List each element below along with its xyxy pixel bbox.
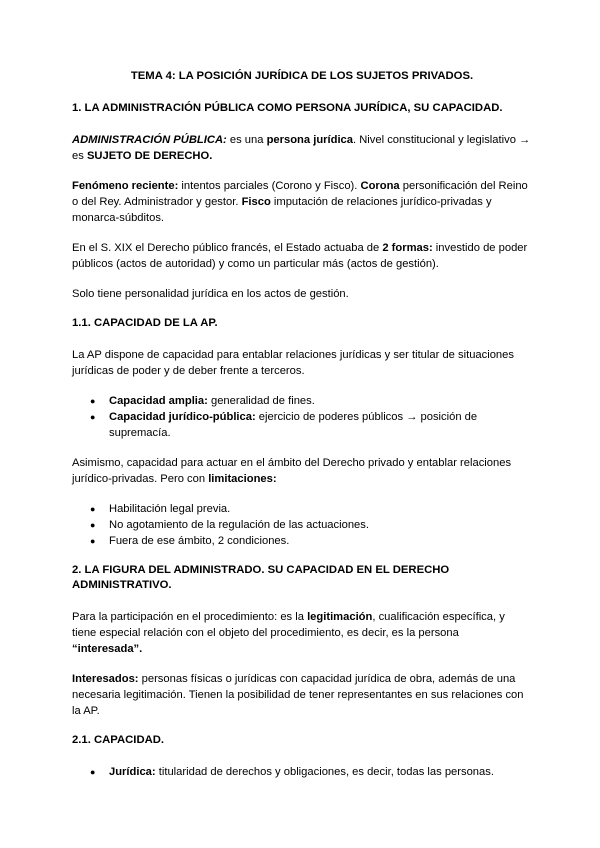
legal-capacity-list	[72, 764, 532, 780]
bullet-icon: ●	[90, 536, 96, 546]
ap-term: ADMINISTRACIÓN PÚBLICA:	[72, 134, 227, 146]
list-item: ● Jurídica: titularidad de derechos y obligaciones, es decir, todas las personas.	[90, 766, 494, 778]
bullet-icon: ●	[90, 412, 96, 422]
section-2-paragraph-1: Para la participación en el procedimiento: es la legitimación, cualificación específica, y tiene especial relación con el objeto del procedimiento, es decir, es la persona “interesada”.	[72, 611, 505, 655]
list-item: ● Capacidad amplia: generalidad de fines.	[90, 395, 315, 407]
section-1-1-heading: 1.1. CAPACIDAD DE LA AP.	[72, 317, 218, 329]
list-item: ● Habilitación legal previa.	[90, 503, 231, 515]
capacity-list	[72, 393, 532, 441]
bullet-icon: ●	[90, 504, 96, 514]
document-page	[72, 68, 532, 780]
document-title: TEMA 4: LA POSICIÓN JURÍDICA DE LOS SUJETOS PRIVADOS.	[130, 70, 474, 82]
section-1-paragraph-1: ADMINISTRACIÓN PÚBLICA: es una persona jurídica. Nivel constitucional y legislativo → es SUJETO DE DERECHO.	[72, 134, 531, 162]
section-1-1-paragraph-1: La AP dispone de capacidad para entablar relaciones jurídicas y ser titular de situaciones jurídicas de poder y de deber frente a terceros.	[72, 349, 514, 377]
bullet-icon: ●	[90, 520, 96, 530]
list-item: ● No agotamiento de la regulación de las actuaciones.	[90, 519, 369, 531]
bullet-icon: ●	[90, 767, 96, 777]
section-1-paragraph-4: Solo tiene personalidad jurídica en los actos de gestión.	[72, 288, 349, 300]
bullet-icon: ●	[90, 396, 96, 406]
section-1-1-paragraph-2: Asimismo, capacidad para actuar en el ámbito del Derecho privado y entablar relaciones jurídico-privadas. Pero con limitaciones:	[72, 457, 512, 485]
limitations-list	[72, 501, 532, 549]
section-1-paragraph-3: En el S. XIX el Derecho público francés, el Estado actuaba de 2 formas: investido de poder públicos (actos de autoridad) y como un particular más (actos de gestión).	[72, 242, 528, 270]
section-2-paragraph-2: Interesados: personas físicas o jurídicas con capacidad jurídica de obra, además de una necesaria legitimación. Tienen la posibilidad de tener representantes en sus relaciones con la AP.	[72, 673, 524, 717]
list-item: ● Fuera de ese ámbito, 2 condiciones.	[90, 535, 290, 547]
section-1-heading: 1. LA ADMINISTRACIÓN PÚBLICA COMO PERSONA JURÍDICA, SU CAPACIDAD.	[72, 102, 503, 114]
list-item: ● Capacidad jurídico-pública: ejercicio de poderes públicos → posición de supremacía.	[90, 411, 478, 439]
section-1-paragraph-2: Fenómeno reciente: intentos parciales (Corono y Fisco). Corona personificación del Reino o del Rey. Administrador y gestor. Fisco imputación de relaciones jurídico-privadas y monarca-súbditos.	[72, 180, 528, 224]
section-2-heading: 2. LA FIGURA DEL ADMINISTRADO. SU CAPACIDAD EN EL DERECHO ADMINISTRATIVO.	[72, 564, 450, 591]
section-2-1-heading: 2.1. CAPACIDAD.	[72, 734, 165, 746]
